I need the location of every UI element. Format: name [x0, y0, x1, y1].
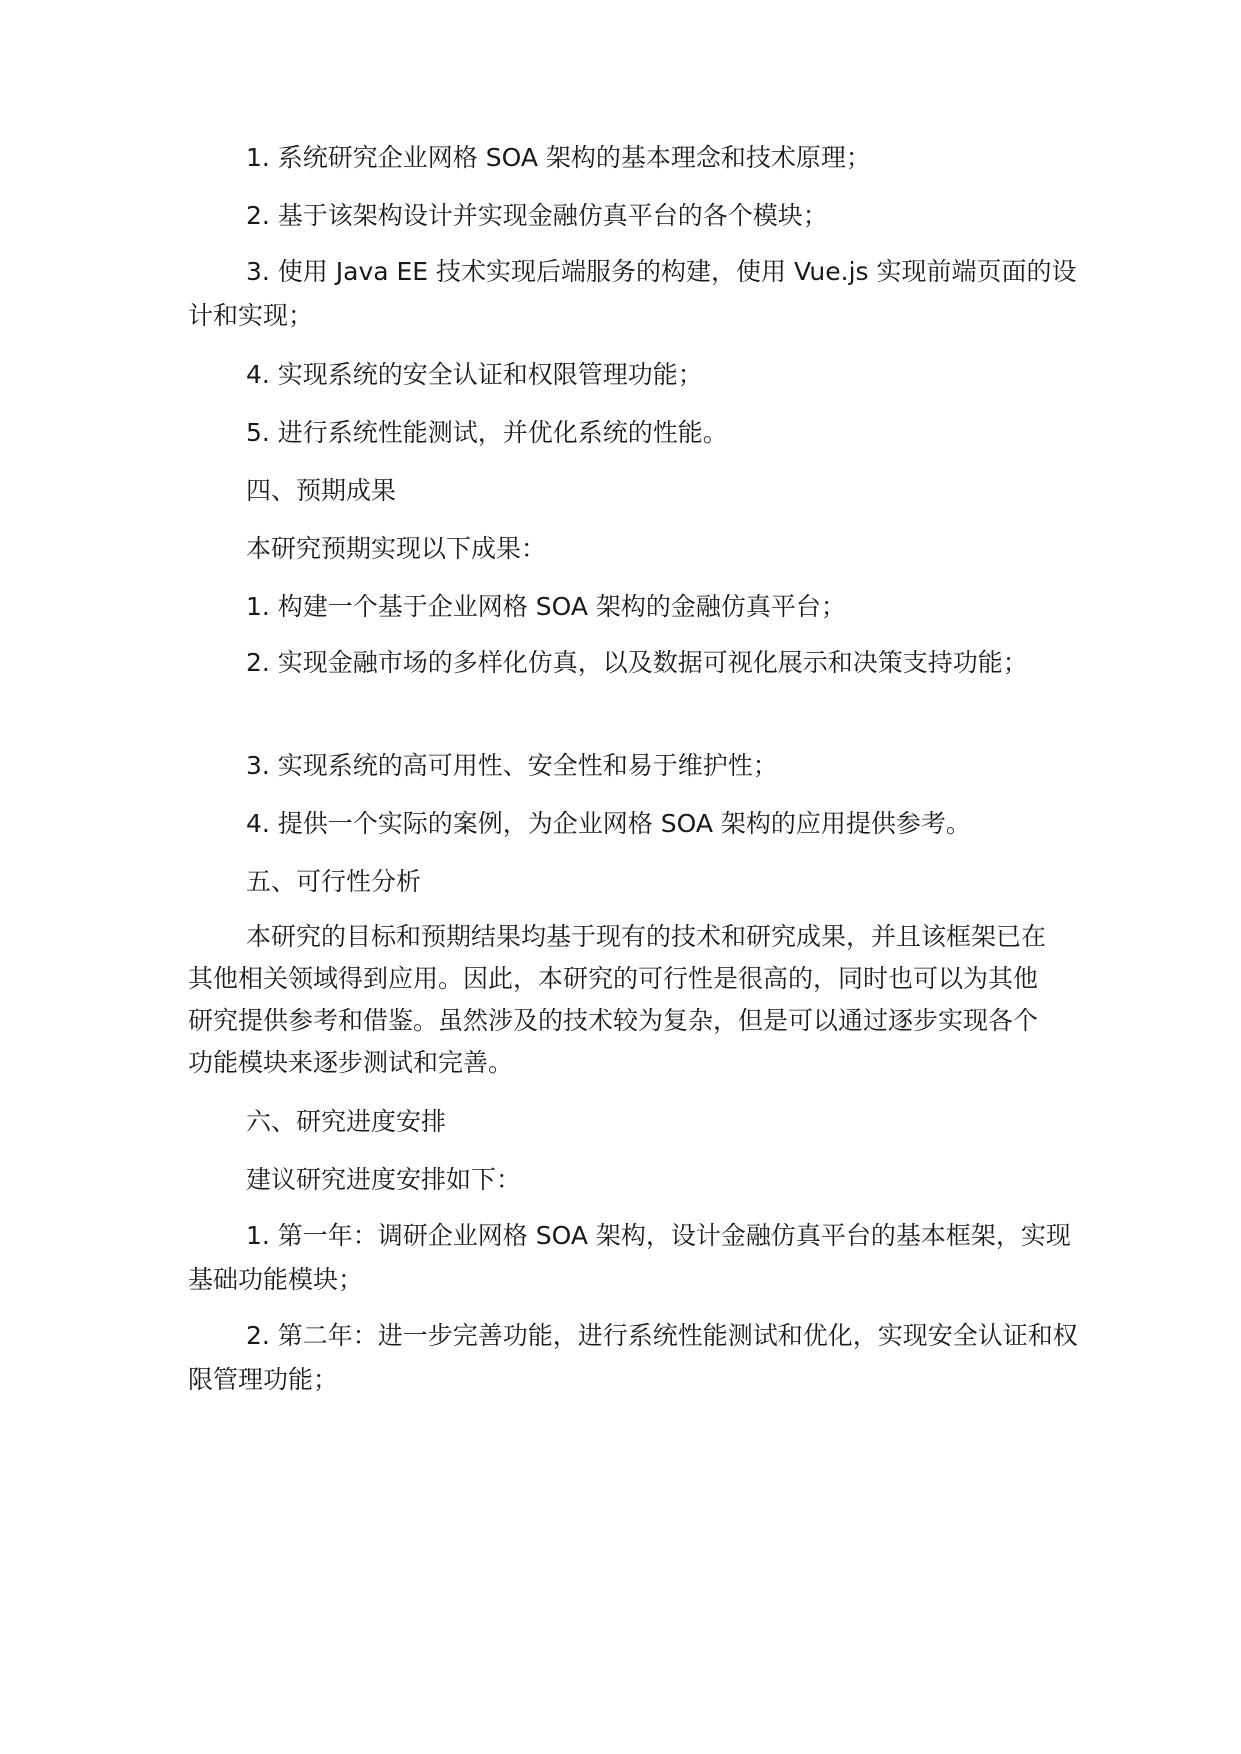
paragraph-text: 1. 系统研究企业网格 SOA 架构的基本理念和技术原理； [246, 143, 871, 172]
paragraph [188, 800, 1088, 848]
paragraph-text: 2. 实现金融市场的多样化仿真，以及数据可视化展示和决策支持功能； [246, 648, 1028, 677]
paragraph [188, 351, 1088, 399]
paragraph [188, 409, 1088, 457]
section-heading-text: 六、研究进度安排 [246, 1107, 447, 1136]
paragraph [188, 1156, 1088, 1204]
paragraph-text: 3. 实现系统的高可用性、安全性和易于维护性； [246, 751, 778, 780]
paragraph [188, 1214, 1088, 1302]
paragraph [188, 916, 1048, 1084]
paragraph [188, 250, 1088, 338]
paragraph [188, 641, 1088, 685]
paragraph [188, 1314, 1088, 1402]
section-heading [188, 858, 1088, 906]
paragraph-text: 1. 第一年：调研企业网格 SOA 架构，设计金融仿真平台的基本框架，实现基础功能模块； [188, 1221, 1071, 1294]
paragraph-text: 本研究预期实现以下成果： [246, 534, 547, 563]
paragraph [188, 525, 1088, 573]
paragraph-text: 4. 提供一个实际的案例，为企业网格 SOA 架构的应用提供参考。 [246, 809, 971, 838]
paragraph-text: 本研究的目标和预期结果均基于现有的技术和研究成果，并且该框架已在其他相关领域得到应用。因此，本研究的可行性是很高的，同时也可以为其他研究提供参考和借鉴。虽然涉及的技术较为复杂，但是可以通过逐步实现各个功能模块来逐步测试和完善。 [188, 922, 1047, 1077]
paragraph-text: 3. 使用 Java EE 技术实现后端服务的构建，使用 Vue.js 实现前端页面的设计和实现； [188, 257, 1077, 330]
paragraph [188, 583, 1088, 631]
paragraph-text: 5. 进行系统性能测试，并优化系统的性能。 [246, 418, 728, 447]
section-heading-text: 五、可行性分析 [246, 867, 422, 896]
paragraph [188, 742, 1088, 790]
paragraph-text: 2. 第二年：进一步完善功能，进行系统性能测试和优化，实现安全认证和权限管理功能； [188, 1321, 1078, 1394]
paragraph [188, 134, 1088, 182]
paragraph-text: 1. 构建一个基于企业网格 SOA 架构的金融仿真平台； [246, 592, 846, 621]
paragraph-text: 建议研究进度安排如下： [246, 1165, 522, 1194]
paragraph-text: 4. 实现系统的安全认证和权限管理功能； [246, 360, 703, 389]
paragraph-text: 2. 基于该架构设计并实现金融仿真平台的各个模块； [246, 201, 828, 230]
paragraph [188, 192, 1088, 240]
section-heading-text: 四、预期成果 [246, 476, 397, 505]
section-heading [188, 467, 1088, 515]
section-heading [188, 1098, 1088, 1146]
